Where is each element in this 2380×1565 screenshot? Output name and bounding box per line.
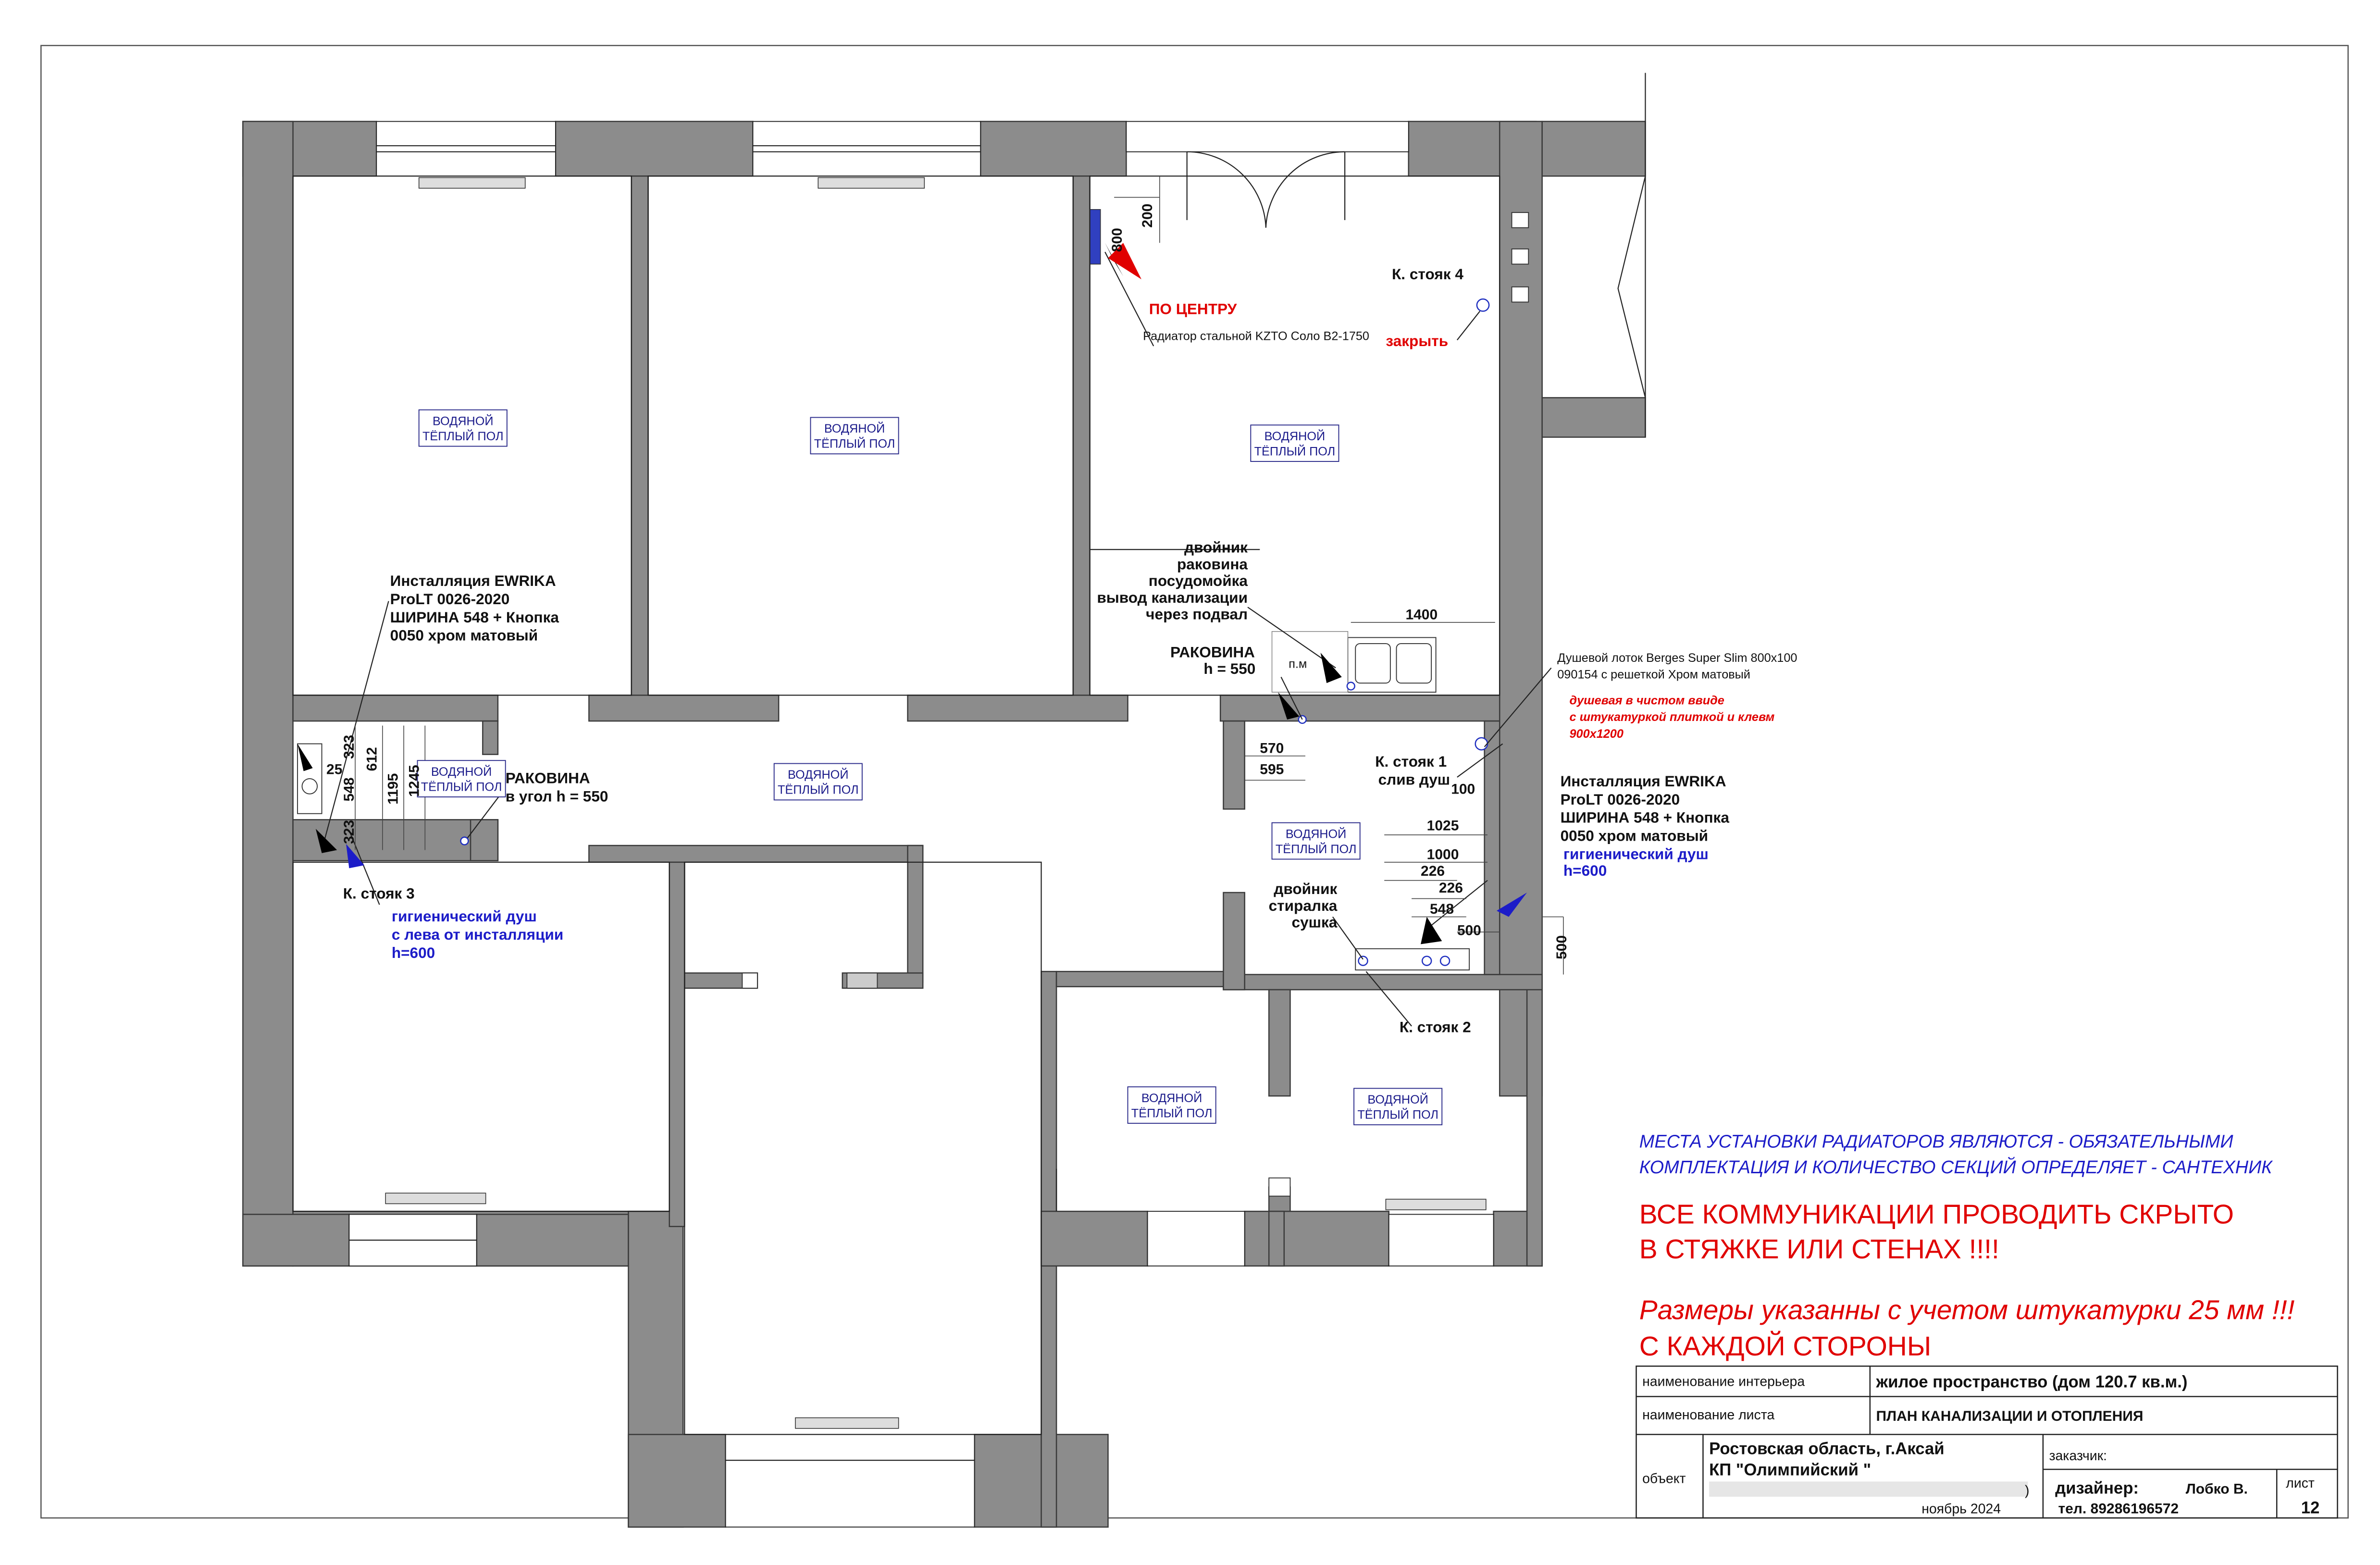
dim-612: 612 [364,747,380,771]
designer-name: Лобко В. [2185,1481,2248,1497]
gig-right-line1: гигиенический душ [1563,845,1709,863]
install-right-line: Инсталляция EWRIKA [1560,772,1726,790]
dim-226a: 226 [1421,863,1445,880]
dim-548: 548 [1429,901,1454,918]
zone-line2: ТЁПЛЫЙ ПОЛ [814,437,895,451]
zone-line1: ВОДЯНОЙ [431,765,492,779]
red-note-line2: В СТЯЖКЕ ИЛИ СТЕНАХ !!!! [1639,1234,1999,1265]
zone-label [1354,1088,1442,1125]
zone-label [418,760,506,797]
zone-line2: ТЁПЛЫЙ ПОЛ [1254,445,1336,459]
dvoinik1-line: двойник [1184,538,1248,556]
dvoinik1-line: раковина [1177,555,1248,573]
gig-right-line2: h=600 [1563,862,1607,880]
object-label: объект [1642,1471,1686,1487]
rakovina-kitchen-h: h = 550 [1203,660,1256,678]
rakovina-kitchen-title: РАКОВИНА [1170,643,1255,661]
sheet-label: наименование листа [1642,1407,1775,1423]
zone-label [1251,425,1339,461]
dvoinik1-line: вывод канализации [1097,588,1248,606]
zone-line1: ВОДЯНОЙ [824,422,885,436]
red-note2-line1: Размеры указанны с учетом штукатурки 25 мм !!! [1639,1295,2295,1326]
phone: тел. 89286196572 [2058,1501,2179,1517]
designer-label: дизайнер: [2055,1479,2139,1498]
zone-line2: ТЁПЛЫЙ ПОЛ [1357,1108,1438,1122]
install-left-line: 0050 хром матовый [390,626,538,644]
zone-line2: ТЁПЛЫЙ ПОЛ [421,780,502,794]
zone-line1: ВОДЯНОЙ [1141,1091,1202,1105]
zone-label [810,417,898,454]
stoyak1-line2: слив душ [1378,770,1450,788]
annotations [343,265,1797,1035]
lotok-line1: Душевой лоток Berges Super Slim 800x100 [1557,651,1797,665]
stoyak4-label: К. стояк 4 [1392,265,1463,283]
dim-500b: 500 [1554,935,1570,959]
zone-label [1128,1087,1216,1123]
zone-label [774,764,862,800]
install-left-line: Инсталляция EWRIKA [390,572,556,590]
sheet-value: ПЛАН КАНАЛИЗАЦИИ И ОТОПЛЕНИЯ [1876,1408,2144,1424]
zone-line1: ВОДЯНОЙ [1367,1093,1428,1106]
object-line2: КП "Олимпийский " [1709,1461,1872,1479]
install-left-line: ШИРИНА 548 + Кнопка [390,608,559,626]
dvoinik2-line: двойник [1274,880,1338,898]
po-centru-label: ПО ЦЕНТРУ [1149,300,1237,318]
red-note-line1: ВСЕ КОММУНИКАЦИИ ПРОВОДИТЬ СКРЫТО [1639,1199,2234,1230]
dim-595: 595 [1260,761,1284,778]
dushevaya-line3: 900х1200 [1569,727,1624,741]
interior-label: наименование интерьера [1642,1374,1805,1390]
dvoinik2-line: стиралка [1268,896,1338,914]
dvoinik1-line: через подвал [1146,605,1248,623]
zone-line2: ТЁПЛЫЙ ПОЛ [1131,1106,1213,1120]
dushevaya-line2: с штукатуркой плиткой и клевм [1569,710,1775,724]
install-right-line: ШИРИНА 548 + Кнопка [1560,808,1729,826]
dim-800: 800 [1109,228,1125,252]
blue-note-line1: МЕСТА УСТАНОВКИ РАДИАТОРОВ ЯВЛЯЮТСЯ - ОБЯЗАТЕЛЬНЫМИ [1639,1131,2233,1152]
zone-label [419,410,507,447]
title-block [1636,1366,2337,1518]
dim-1195: 1195 [385,773,401,805]
zone-line1: ВОДЯНОЙ [788,768,849,782]
zone-line1: ВОДЯНОЙ [1264,429,1326,443]
dim-1025: 1025 [1426,818,1459,834]
stoyak3-label: К. стояк 3 [343,884,415,902]
red-note2-line2: С КАЖДОЙ СТОРОНЫ [1639,1331,1932,1362]
object-line3: ) [2024,1483,2030,1499]
gig-left-line: гигиенический душ [391,907,537,925]
install-left-line: ProLT 0026-2020 [390,590,510,608]
date: ноябрь 2024 [1921,1501,2001,1517]
install-right-line: 0050 хром матовый [1560,827,1709,845]
zone-line1: ВОДЯНОЙ [433,414,494,428]
dim-1245: 1245 [406,765,422,797]
list-number: 12 [2301,1499,2320,1517]
dim-323b: 323 [341,820,357,844]
interior-value: жилое пространство (дом 120.7 кв.м.) [1876,1373,2188,1391]
notes [1639,1132,2295,1362]
pm-label: п.м [1289,657,1307,671]
blue-note-line2: КОМПЛЕКТАЦИЯ И КОЛИЧЕСТВО СЕКЦИЙ ОПРЕДЕЛЯЕТ - САНТЕХНИК [1639,1157,2272,1178]
dim-548b: 548 [341,777,357,802]
gig-left-line: с лева от инсталляции [391,925,564,943]
zone-line2: ТЁПЛЫЙ ПОЛ [422,429,504,443]
zakryt-label: закрыть [1386,332,1449,350]
redacted-address [1709,1481,2028,1497]
rakovina-corner-title: РАКОВИНА [505,769,590,787]
object-line1: Ростовская область, г.Аксай [1709,1440,1945,1458]
stoyak1-line1: К. стояк 1 [1375,752,1447,770]
stoyak2-label: К. стояк 2 [1399,1018,1471,1036]
rakovina-corner-h: в угол h = 550 [505,787,608,805]
dim-570: 570 [1260,740,1284,757]
dvoinik1-line: посудомойка [1148,572,1248,590]
dim-25: 25 [326,761,343,778]
dim-323a: 323 [341,734,357,759]
dvoinik2-line: сушка [1291,913,1338,931]
zone-label [1272,823,1360,859]
dim-200: 200 [1140,203,1156,228]
customer-label: заказчик: [2049,1448,2107,1464]
zone-line2: ТЁПЛЫЙ ПОЛ [1275,842,1357,856]
install-right-line: ProLT 0026-2020 [1560,790,1680,808]
dim-1000: 1000 [1426,846,1459,863]
list-label: лист [2286,1475,2315,1491]
lotok-line2: 090154 с решеткой Хром матовый [1557,668,1750,682]
dushevaya-line1: душевая в чистом ввиде [1569,694,1724,708]
dim-100: 100 [1451,781,1475,797]
zone-line2: ТЁПЛЫЙ ПОЛ [777,783,859,797]
dim-500a: 500 [1457,922,1481,939]
radiator-label: Радиатор стальной KZTO Соло В2-1750 [1143,329,1369,343]
gig-left-line: h=600 [391,944,435,961]
zone-line1: ВОДЯНОЙ [1285,827,1347,841]
dim-226b: 226 [1438,880,1463,896]
dim-1400: 1400 [1405,607,1438,623]
